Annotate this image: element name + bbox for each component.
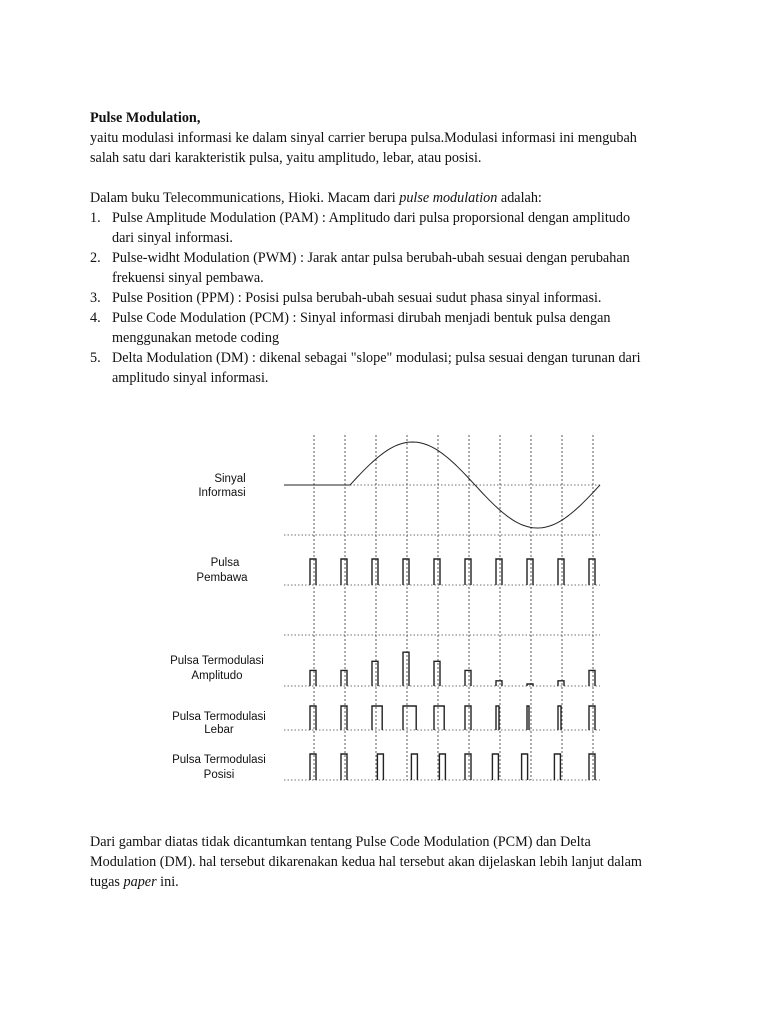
list-number: 1.: [90, 210, 101, 226]
source-sentence: [90, 188, 690, 208]
carrier-pulse: [589, 559, 595, 585]
label-pwm-1: Pulsa Termodulasi: [172, 711, 266, 723]
closing-suffix: ini.: [156, 874, 179, 890]
pwm-pulse: [403, 706, 416, 730]
carrier-pulse: [496, 559, 502, 585]
list-line: Pulse Amplitude Modulation (PAM) : Amplitudo dari pulsa proporsional dengan amplitudo: [112, 210, 631, 226]
pam-pulse: [496, 681, 502, 686]
pam-pulse: [434, 661, 440, 686]
carrier-pulse: [434, 559, 440, 585]
pulse-modulation-diagram: [150, 430, 620, 790]
intro-line-1: yaitu modulasi informasi ke dalam sinyal carrier berupa pulsa.Modulasi informasi ini mengubah: [90, 130, 637, 146]
pwm-pulse: [496, 706, 499, 730]
ppm-pulse: [411, 754, 417, 780]
document-body: [90, 108, 690, 388]
diagram-svg: [150, 430, 620, 790]
carrier-pulse: [403, 559, 409, 585]
closing-line-2: Modulation (DM). hal tersebut dikarenakan kedua hal tersebut akan dijelaskan lebih lanjut dalam: [90, 854, 642, 870]
list-item: [90, 248, 690, 288]
modulation-type-list: [90, 208, 690, 388]
list-number: 4.: [90, 310, 101, 326]
pwm-pulse: [341, 706, 347, 730]
closing-italic-term: paper: [123, 874, 157, 890]
ppm-pulse: [589, 754, 595, 780]
list-item: [90, 308, 690, 348]
ppm-pulse: [492, 754, 498, 780]
pam-pulse: [558, 681, 564, 686]
list-line: menggunakan metode coding: [112, 330, 280, 346]
ppm-pulse: [310, 754, 316, 780]
ppm-pulse: [554, 754, 560, 780]
pam-pulse: [465, 670, 471, 686]
carrier-pulse: [341, 559, 347, 585]
list-number: 2.: [90, 250, 101, 266]
pam-pulse: [310, 670, 316, 686]
list-line: amplitudo sinyal informasi.: [112, 370, 269, 386]
source-suffix: adalah:: [497, 190, 542, 206]
list-number: 5.: [90, 350, 101, 366]
list-line: Pulse Code Modulation (PCM) : Sinyal informasi dirubah menjadi bentuk pulsa dengan: [112, 310, 611, 326]
pam-pulse: [341, 670, 347, 686]
carrier-pulse: [310, 559, 316, 585]
pwm-pulse: [527, 706, 529, 730]
list-line: dari sinyal informasi.: [112, 230, 233, 246]
closing-line-3: [90, 872, 690, 892]
pwm-pulse: [589, 706, 595, 730]
list-item: [90, 348, 690, 388]
label-ppm-2: Posisi: [203, 769, 235, 781]
ppm-pulse: [341, 754, 347, 780]
label-pembawa-2: Pembawa: [196, 572, 248, 584]
label-pam-2: Amplitudo: [191, 670, 243, 682]
label-pembawa-1: Pulsa: [210, 557, 240, 569]
pam-pulse: [372, 661, 378, 686]
waveform-rows: [284, 442, 600, 780]
carrier-pulse: [372, 559, 378, 585]
list-number: 3.: [90, 290, 101, 306]
closing-line-1: Dari gambar diatas tidak dicantumkan tentang Pulse Code Modulation (PCM) dan Delta: [90, 834, 591, 850]
section-heading: Pulse Modulation,: [90, 110, 201, 126]
pwm-pulse: [310, 706, 316, 730]
label-ppm-1: Pulsa Termodulasi: [172, 754, 266, 766]
pam-pulse: [589, 670, 595, 686]
carrier-pulse: [465, 559, 471, 585]
carrier-pulse: [527, 559, 533, 585]
ppm-pulse: [465, 754, 471, 780]
intro-line-2: salah satu dari karakteristik pulsa, yaitu amplitudo, lebar, atau posisi.: [90, 150, 482, 166]
closing-prefix: tugas: [90, 874, 124, 890]
list-line: Pulse Position (PPM) : Posisi pulsa berubah-ubah sesuai sudut phasa sinyal informasi.: [112, 290, 602, 306]
label-sinyal-2: Informasi: [198, 487, 246, 499]
label-pwm-2: Lebar: [204, 724, 234, 736]
source-italic-term: pulse modulation: [399, 190, 498, 206]
closing-paragraph: [90, 832, 690, 892]
ppm-pulse: [377, 754, 383, 780]
source-prefix: Dalam buku Telecommunications, Hioki. Macam dari: [90, 190, 400, 206]
label-pam-1: Pulsa Termodulasi: [170, 655, 264, 667]
timing-gridlines: [284, 435, 600, 780]
pam-pulse: [403, 652, 409, 686]
information-signal-wave: [350, 442, 600, 528]
ppm-pulse: [439, 754, 445, 780]
ppm-pulse: [522, 754, 528, 780]
list-line: Delta Modulation (DM) : dikenal sebagai "slope" modulasi; pulsa sesuai dengan turunan dari: [112, 350, 641, 366]
pwm-pulse: [558, 706, 561, 730]
list-item: [90, 208, 690, 248]
pwm-pulse: [372, 706, 382, 730]
pwm-pulse: [434, 706, 444, 730]
label-sinyal-1: Sinyal: [214, 473, 246, 485]
list-line: Pulse-widht Modulation (PWM) : Jarak antar pulsa berubah-ubah sesuai dengan perubahan: [112, 250, 630, 266]
pwm-pulse: [465, 706, 471, 730]
list-item: [90, 288, 690, 308]
list-line: frekuensi sinyal pembawa.: [112, 270, 264, 286]
carrier-pulse: [558, 559, 564, 585]
